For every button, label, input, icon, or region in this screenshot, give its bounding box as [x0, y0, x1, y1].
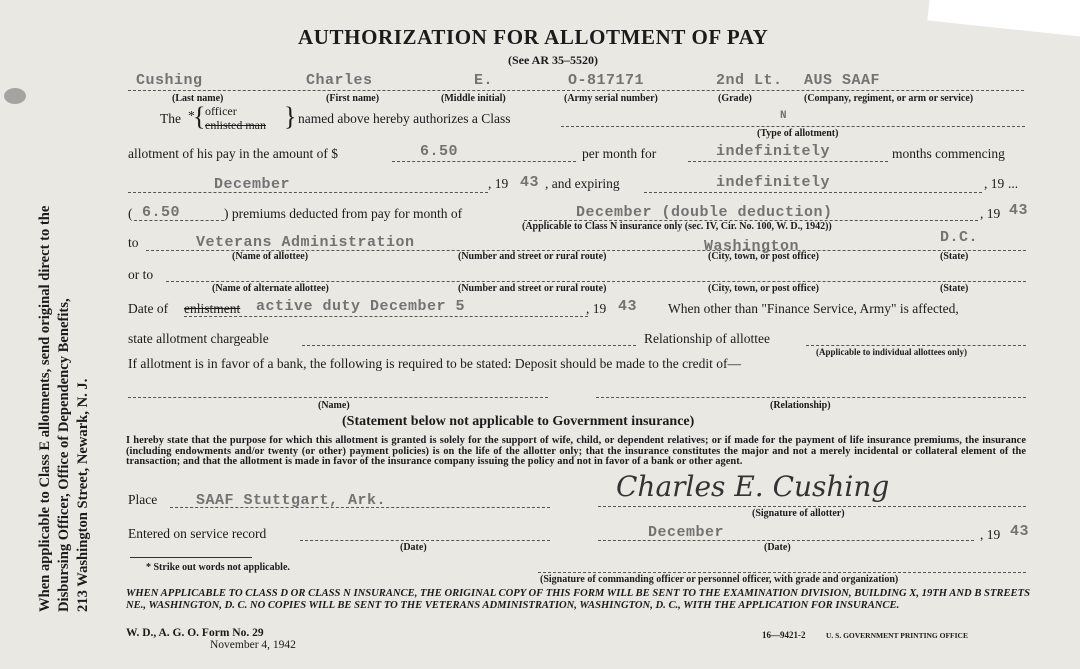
- serial-caption: (Army serial number): [564, 93, 658, 104]
- year-prefix-5: , 19: [980, 527, 1001, 542]
- state-chargeable-label: state allotment chargeable: [128, 331, 269, 346]
- statement-heading: (Statement below not applicable to Government insurance): [342, 414, 695, 429]
- allottee-state-value[interactable]: D.C.: [940, 229, 979, 246]
- year-prefix-4: , 19: [586, 301, 607, 316]
- individual-allottees-caption: (Applicable to individual allottees only): [816, 347, 968, 357]
- last-name-value[interactable]: Cushing: [136, 72, 203, 89]
- date-of-line: [184, 316, 588, 317]
- expiring-year-value[interactable]: ...: [1008, 176, 1019, 191]
- finance-service-text: When other than "Finance Service, Army" is affected,: [668, 301, 959, 316]
- place-line: [170, 507, 550, 508]
- alternate-name-caption: (Name of alternate allottee): [212, 283, 329, 294]
- bank-name-caption: (Name): [318, 400, 350, 411]
- deduction-year-value[interactable]: 43: [1009, 202, 1029, 219]
- officer-option[interactable]: officer: [205, 104, 237, 118]
- grade-caption: (Grade): [718, 93, 752, 104]
- place-label: Place: [128, 492, 158, 507]
- entered-date-caption-2: (Date): [764, 542, 791, 553]
- authorizes-text: named above hereby authorizes a Class: [298, 111, 511, 126]
- amount-value[interactable]: 6.50: [420, 143, 459, 160]
- middle-initial-caption: (Middle initial): [441, 93, 506, 104]
- bank-relationship-caption: (Relationship): [770, 400, 831, 411]
- year-prefix-3: , 19: [980, 206, 1001, 221]
- expiring-label: , and expiring: [545, 176, 620, 191]
- premium-line: [134, 220, 224, 221]
- grade-value[interactable]: 2nd Lt.: [716, 72, 783, 89]
- bank-name-line: [128, 397, 548, 398]
- alternate-street-caption: (Number and street or rural route): [458, 283, 607, 294]
- months-line: [688, 161, 888, 162]
- allottee-city-value[interactable]: Washington: [704, 238, 800, 255]
- allottee-state-caption: (State): [940, 251, 969, 262]
- date-of-label: Date of: [128, 301, 169, 316]
- expiring-value[interactable]: indefinitely: [716, 174, 831, 191]
- left-brace: {: [193, 102, 206, 131]
- first-name-value[interactable]: Charles: [306, 72, 373, 89]
- premium-value[interactable]: 6.50: [142, 204, 181, 221]
- alternate-line: [166, 281, 1026, 282]
- entered-month-line: [598, 540, 974, 541]
- first-name-caption: (First name): [326, 93, 380, 104]
- commanding-officer-line: [538, 572, 1026, 573]
- enlisted-man-option[interactable]: enlisted man: [205, 118, 266, 132]
- months-commencing-label: months commencing: [892, 146, 1005, 161]
- relationship-line: [806, 345, 1026, 346]
- allottee-value[interactable]: Veterans Administration: [196, 234, 415, 251]
- form-title: AUTHORIZATION FOR ALLOTMENT OF PAY: [298, 25, 769, 49]
- type-of-allotment-caption: (Type of allotment): [757, 128, 839, 139]
- entered-label: Entered on service record: [128, 526, 267, 541]
- premiums-label: ) premiums deducted from pay for month of: [224, 206, 463, 221]
- relationship-label: Relationship of allottee: [644, 331, 770, 346]
- entered-month-value[interactable]: December: [648, 524, 725, 541]
- insurance-notice: WHEN APPLICABLE TO CLASS D OR CLASS N INSURANCE, THE ORIGINAL COPY OF THIS FORM WILL BE SENT TO THE EXAMINATION DIVISION, BUILDING X, 19TH AND B STREETS NE., WASHINGTON, D. C. NO COPIES WILL BE SENT TO THE VETERANS ADMINISTRATION, WASHINGTON, D. C., WITH THE APPLICATION FOR INSURANCE.: [126, 588, 1030, 611]
- amount-label: allotment of his pay in the amount of $: [128, 146, 338, 161]
- form-number: W. D., A. G. O. Form No. 29: [126, 627, 264, 639]
- or-to-label: or to: [128, 267, 154, 282]
- allottee-city-caption: (City, town, or post office): [708, 251, 819, 262]
- signature-line: [598, 506, 1026, 507]
- place-value[interactable]: SAAF Stuttgart, Ark.: [196, 492, 387, 509]
- last-name-caption: (Last name): [172, 93, 224, 104]
- alternate-city-caption: (City, town, or post office): [708, 283, 819, 294]
- footnote-rule: [130, 557, 252, 558]
- print-code: 16—9421-2: [762, 630, 806, 640]
- commencing-year-value[interactable]: 43: [520, 174, 540, 191]
- commanding-officer-caption: (Signature of commanding officer or personnel officer, with grade and organization): [540, 574, 899, 585]
- expiring-line: [644, 192, 982, 193]
- right-brace: }: [284, 102, 297, 131]
- allottee-name-caption: (Name of allottee): [232, 251, 309, 262]
- alternate-state-caption: (State): [940, 283, 969, 294]
- per-month-label: per month for: [582, 146, 657, 161]
- organization-caption: (Company, regiment, or arm or service): [804, 93, 974, 104]
- entered-date-caption: (Date): [400, 542, 427, 553]
- entered-date-line: [300, 540, 550, 541]
- months-value[interactable]: indefinitely: [716, 143, 831, 160]
- active-duty-year[interactable]: 43: [618, 298, 638, 315]
- the-label: The: [160, 111, 181, 126]
- amount-line: [392, 161, 576, 162]
- year-prefix-2: , 19: [984, 176, 1005, 191]
- statement-paragraph: I hereby state that the purpose for which this allotment is granted is solely for the support of wife, child, or dependent relatives; or if made for the payment of life insurance premiums, the insurance (including endowments and/or twenty (or other) payment policies) is on the life of the allotter only; that the insurance constitutes the major and not a merely incidental or collateral element of the transaction; and that the allotment is made in favor of the insurance company issuing the policy and not in favor of a bank or other agent.: [126, 435, 1026, 468]
- asterisk-mark: *: [188, 108, 195, 123]
- organization-value[interactable]: AUS SAAF: [804, 72, 881, 89]
- enlistment-option[interactable]: enlistment: [184, 301, 241, 316]
- side-line-3: 213 Washington Street, Newark, N. J.: [75, 378, 91, 612]
- commencing-month-value[interactable]: December: [214, 176, 291, 193]
- stain-mark: [4, 88, 26, 104]
- side-instructions: [36, 52, 93, 612]
- regulation-reference: (See AR 35–5520): [508, 53, 598, 67]
- torn-corner: [927, 0, 1080, 39]
- year-prefix-1: , 19: [488, 176, 509, 191]
- printer-name: U. S. GOVERNMENT PRINTING OFFICE: [826, 631, 968, 640]
- class-line: [561, 126, 1025, 127]
- strike-out-footnote: * Strike out words not applicable.: [146, 562, 290, 573]
- form-date: November 4, 1942: [210, 639, 296, 651]
- side-line-2: Disbursing Officer, Office of Dependency Benefits,: [56, 298, 72, 612]
- deduction-month-value[interactable]: December (double deduction): [576, 204, 833, 221]
- signature-caption: (Signature of allotter): [752, 508, 845, 519]
- entered-year-value[interactable]: 43: [1010, 523, 1030, 540]
- name-line: [128, 90, 1024, 91]
- bank-instruction: If allotment is in favor of a bank, the following is required to be stated: Deposit should be made to the credit of—: [128, 356, 741, 371]
- chargeable-line: [302, 345, 636, 346]
- allotter-signature: Charles E. Cushing: [616, 470, 890, 503]
- class-n-caption: (Applicable to Class N insurance only (sec. IV, Cir. No. 100, W. D., 1942)): [522, 221, 832, 232]
- bank-relationship-line: [596, 397, 1026, 398]
- to-label: to: [128, 235, 139, 250]
- allotment-class-value[interactable]: N: [780, 110, 788, 122]
- serial-number-value[interactable]: O-817171: [568, 72, 645, 89]
- side-line-1: When applicable to Class E allotments, send original direct to the: [37, 205, 53, 612]
- commencing-line: [128, 192, 488, 193]
- active-duty-value[interactable]: active duty December 5: [256, 298, 466, 315]
- middle-initial-value[interactable]: E.: [474, 72, 494, 89]
- allottee-street-caption: (Number and street or rural route): [458, 251, 607, 262]
- open-paren: (: [128, 206, 133, 221]
